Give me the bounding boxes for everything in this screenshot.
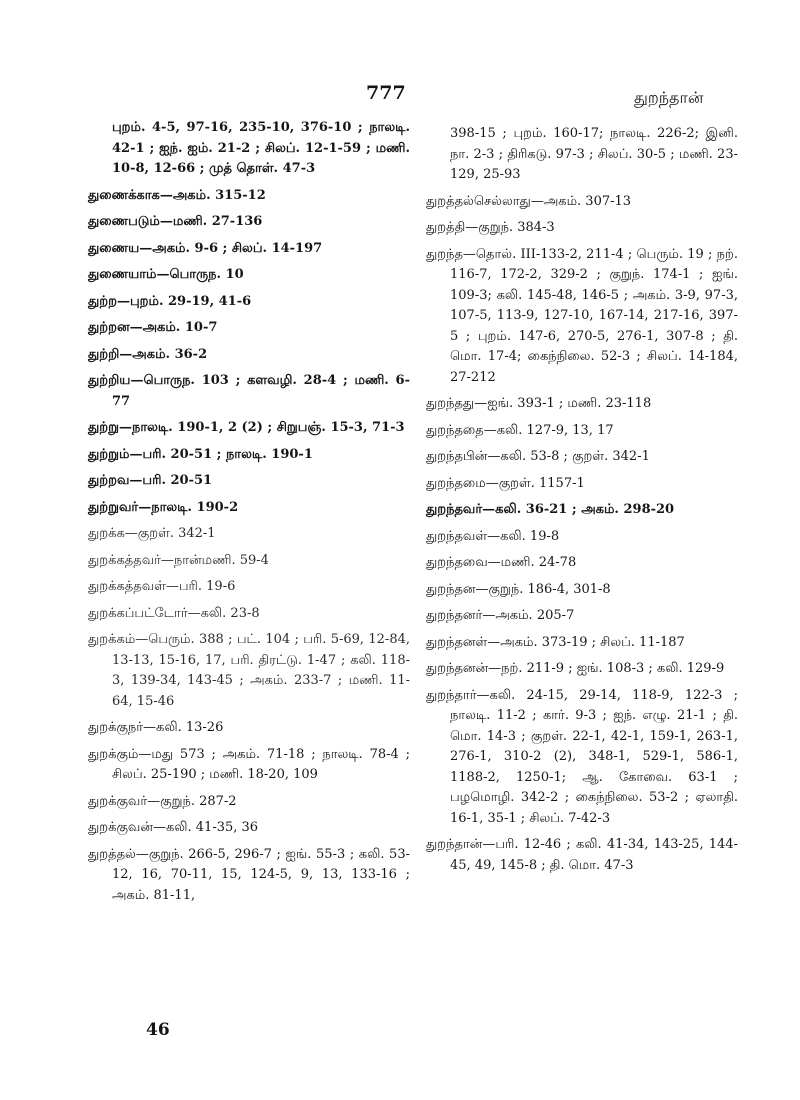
index-entry: துறக்குவன்—கலி. 41-35, 36 [88,820,259,835]
index-entry: துறத்தல்செல்லாது—அகம். 307-13 [426,193,632,209]
index-entry: துற்றும்—பரி. 20-51 ; நாலடி. 190-1 [88,446,313,462]
index-entry: துறந்தது—ஐங். 393-1 ; மணி. 23-118 [426,396,652,411]
index-entry: துறக்கத்தவள்—பரி. 19-6 [88,579,236,594]
index-entry: துற்றவ—பரி. 20-51 [88,473,213,488]
index-entry: புறம். 4-5, 97-16, 235-10, 376-10 ; நாலடி. 42-1 ; ஐந். ஐம். 21-2 ; சிலப். 12-1-59 ; மணி. 10-8, 12-66 ; முத் தொள். 47-3 [112,120,410,176]
index-entry: துறக்கும்—மது 573 ; அகம். 71-18 ; நாலடி. 78-4 ; சிலப். 25-190 ; மணி. 18-20, 109 [88,746,410,782]
index-entry: துறக்குவர்—குறுந். 287-2 [88,793,237,809]
index-entry: துறந்தான்—பரி. 12-46 ; கலி. 41-34, 143-25, 144-45, 49, 145-8 ; தி. மொ. 47-3 [426,837,738,873]
index-column-right [426,124,738,882]
index-entry: துணைய—அகம். 9-6 ; சிலப். 14-197 [88,240,323,256]
index-entry: துற்றுவர்—நாலடி. 190-2 [88,499,239,515]
index-entry: துறந்ததை—கலி. 127-9, 13, 17 [426,422,614,438]
index-entry: துறந்தவை—மணி. 24-78 [426,555,577,570]
index-entry: 398-15 ; புறம். 160-17; நாலடி. 226-2; இனி. நா. 2-3 ; திரிகடு. 97-3 ; சிலப். 30-5 ; மணி. 23-129, 25-93 [450,126,738,182]
index-entry: துறத்தல்—குறுந். 266-5, 296-7 ; ஐங். 55-3 ; கலி. 53-12, 16, 70-11, 15, 124-5, 9, 13, 133-16 ; அகம். 81-11, [88,846,410,903]
page-number: 777 [366,82,406,104]
index-entry: துறந்தனன்—நற். 211-9 ; ஐங். 108-3 ; கலி. 129-9 [426,661,725,676]
index-entry: துறந்தபின்—கலி. 53-8 ; குறள். 342-1 [426,449,650,464]
index-entry: துறந்தவர்—கலி. 36-21 ; அகம். 298-20 [426,502,675,517]
index-entry: துற்றி—அகம். 36-2 [88,346,208,362]
index-entry: துறந்தனர்—அகம். 205-7 [426,608,575,623]
index-entry: துணைபடும்—மணி. 27-136 [88,214,263,229]
index-entry: துற்றன—அகம். 10-7 [88,320,218,335]
index-entry: துறந்தார்—கலி. 24-15, 29-14, 118-9, 122-3 ; நாலடி. 11-2 ; கார். 9-3 ; ஐந். எழு. 21-1 ; தி. மொ. 14-3 ; குறள். 22-1, 42-1, 159-1, 263-1, 276-1, 310-2 (2), 348-1, 529-1, 586-1, 1188-2, 1250-1; ஆ. கோவை. 63-1 ; பழமொழி. 342-2 ; கைந்நிலை. 53-2 ; ஏலாதி. 16-1, 35-1 ; சிலப். 7-42-3 [426,687,738,826]
index-entry: துணைக்காக—அகம். 315-12 [88,187,266,203]
index-entry: துறந்த—தொல். III-133-2, 211-4 ; பெரும். 19 ; நற். 116-7, 172-2, 329-2 ; குறுந். 174-1 ; ஐங். 109-3; கலி. 145-48, 146-5 ; அகம். 3-9, 97-3, 107-5, 113-9, 127-10, 167-14, 217-16, 397-5 ; புறம். 147-6, 270-5, 276-1, 307-8 ; தி. மொ. 17-4; கைந்நிலை. 52-3 ; சிலப். 14-184, 27-212 [426,246,738,385]
index-entry: துற்றிய—பொருந. 103 ; களவழி. 28-4 ; மணி. 6-77 [88,373,410,409]
index-entry: துறக்கம்—பெரும். 388 ; பட். 104 ; பரி. 5-69, 12-84, 13-13, 15-16, 17, பரி. திரட்டு. 1-47 ; கலி. 118-3, 139-34, 143-45 ; அகம். 233-7 ; மணி. 11-64, 15-46 [88,632,410,709]
index-column-left [88,118,410,912]
index-entry: துற்ற—புறம். 29-19, 41-6 [88,293,252,309]
index-entry: துணையாம்—பொருந. 10 [88,267,244,282]
index-entry: துறந்தன—குறுந். 186-4, 301-8 [426,581,611,597]
gatherings-mark: 46 [146,1020,170,1040]
index-entry: துற்று—நாலடி. 190-1, 2 (2) ; சிறுபஞ். 15-3, 71-3 [88,420,405,435]
running-head: துறந்தான் [634,88,704,107]
index-entry: துறந்தனள்—அகம். 373-19 ; சிலப். 11-187 [426,634,685,650]
index-entry: துறக்கப்பட்டோர்—கலி. 23-8 [88,605,260,621]
index-entry: துறந்தவள்—கலி. 19-8 [426,528,560,544]
index-entry: துறந்தமை—குறள். 1157-1 [426,475,585,491]
index-entry: துறக்குநர்—கலி. 13-26 [88,720,224,735]
index-entry: துறத்தி—குறுந். 384-3 [426,220,555,235]
index-entry: துறக்கத்தவர்—நான்மணி. 59-4 [88,552,269,568]
index-entry: துறக்க—குறள். 342-1 [88,526,216,541]
